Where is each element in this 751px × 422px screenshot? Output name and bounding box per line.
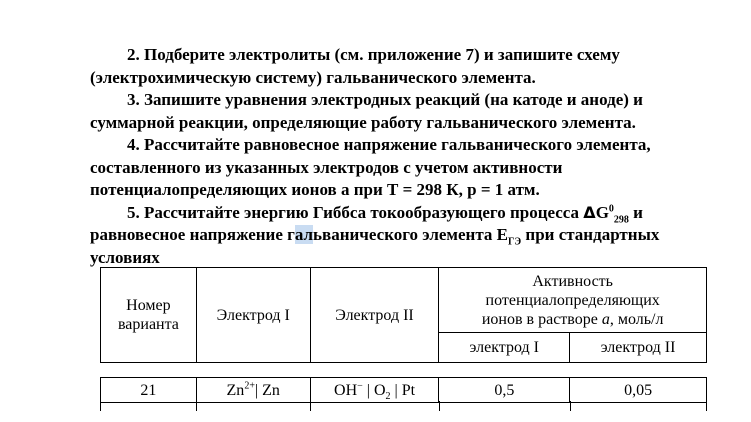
gibbs-subscript: 298	[613, 213, 629, 225]
platinum: | Pt	[390, 381, 416, 399]
instruction-5-text: 5. Рассчитайте энергию Гиббса токообразующего процесса	[127, 202, 584, 222]
table-continuation	[100, 401, 707, 413]
header-variant-line2: варианта	[117, 316, 179, 333]
variants-table-row	[100, 377, 707, 403]
continuation-line	[310, 401, 311, 411]
subheader-electrode-2: электрод II	[570, 333, 707, 363]
header-electrode-1: Электрод I	[196, 268, 310, 363]
gibbs-symbol: G	[595, 202, 609, 222]
header-activity-line2: потенциалопределяющих	[485, 291, 660, 309]
header-activity-line1: Активность	[532, 272, 613, 290]
header-variant-line1: Номер	[126, 297, 171, 314]
header-variant-number	[101, 268, 197, 363]
variants-table-header	[100, 267, 707, 363]
instruction-3: 3. Запишите уравнения электродных реакций (на катоде и аноде) и суммарной реакции, определяющие работу гальванического элемента.	[90, 90, 643, 132]
zinc-electrode: | Zn	[254, 381, 280, 399]
activity-unit: , моль/л	[609, 310, 664, 328]
gibbs-superscript: 0	[608, 202, 614, 214]
zinc-ion: Zn	[226, 381, 245, 399]
voltage-subscript: ГЭ	[508, 236, 522, 248]
subheader-electrode-1: электрод I	[439, 333, 570, 363]
text-selection-highlight[interactable]: ал	[294, 225, 314, 244]
instruction-4: 4. Рассчитайте равновесное напряжение гальванического элемента, составленного из указанных электродов с учетом активности потенциалопределяющих ионов а при Т = 298 К, р = 1 атм.	[90, 135, 651, 199]
cell-variant: 21	[101, 378, 197, 403]
oxygen: | O	[362, 381, 386, 399]
header-activity	[439, 268, 707, 333]
hydroxide-ion: OH	[334, 381, 358, 399]
continuation-line	[570, 401, 571, 411]
instruction-5-mid: и равновесное напряжение г	[90, 202, 643, 244]
delta-symbol: Δ	[583, 202, 596, 222]
cell-electrode-1	[196, 378, 310, 403]
continuation-line	[100, 401, 101, 411]
zinc-charge: 2+	[244, 380, 255, 392]
oxygen-subscript: 2	[385, 390, 391, 402]
instruction-5-end: при стандартных условиях	[90, 225, 660, 267]
instruction-5-mid2: ьванического элемента Е	[313, 225, 508, 244]
activity-variable: a	[601, 310, 610, 328]
cell-activity-1: 0,5	[439, 378, 570, 403]
instruction-2: 2. Подберите электролиты (см. приложение 7) и запишите схему (электрохимическую систему) гальванического элемента.	[90, 45, 620, 87]
instructions-block	[90, 44, 730, 269]
cell-electrode-2	[310, 378, 439, 403]
continuation-line	[706, 401, 707, 411]
continuation-line	[196, 401, 197, 411]
hydroxide-charge: −	[357, 380, 363, 392]
continuation-line	[439, 401, 440, 411]
instruction-5	[90, 202, 730, 270]
header-activity-line3: ионов в растворе	[481, 310, 602, 328]
cell-activity-2: 0,05	[570, 378, 707, 403]
header-electrode-2: Электрод II	[310, 268, 439, 363]
